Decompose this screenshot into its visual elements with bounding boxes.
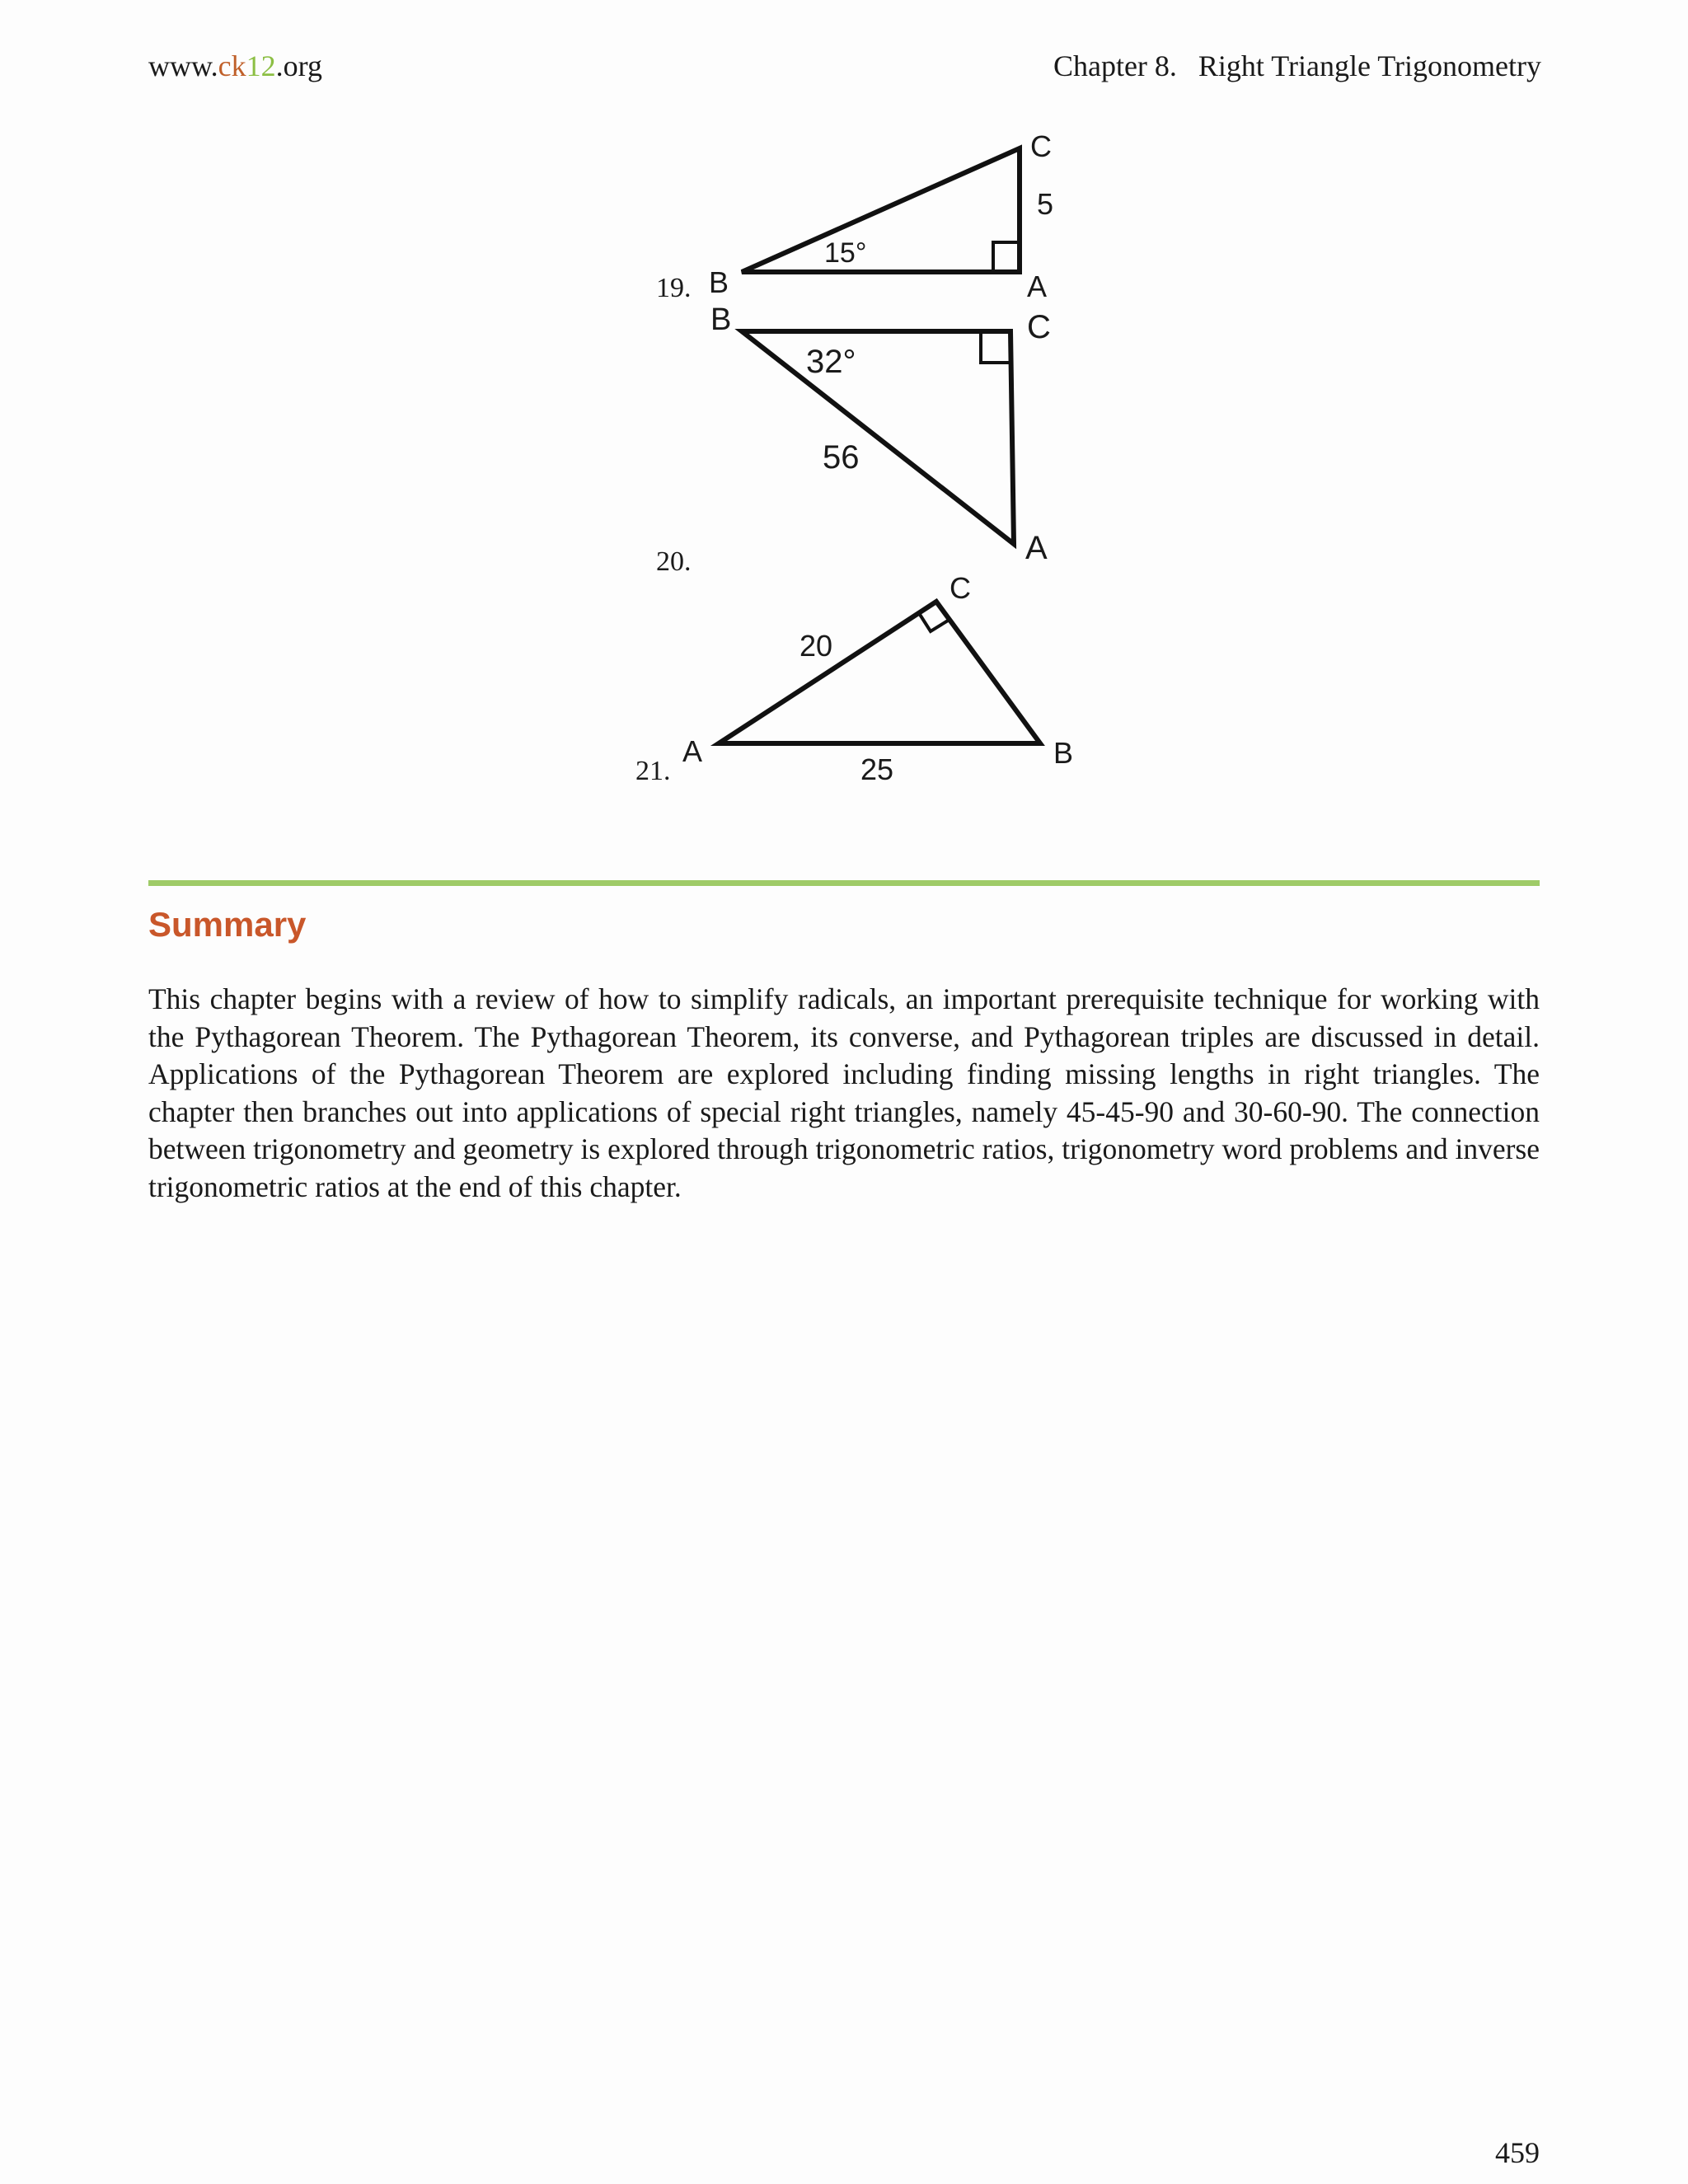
triangle-21-diagram [684,569,1080,799]
vertex-b-20: B [710,302,732,337]
section-divider [148,880,1540,886]
site-url [148,48,322,84]
vertex-a-19: A [1027,269,1048,303]
vertex-c-19: C [1030,129,1052,163]
url-ck: ck [218,49,246,82]
url-12: 12 [246,49,276,82]
right-angle-marker-19 [993,242,1020,272]
triangle-19-diagram [709,124,1071,305]
side-label-ca-19: 5 [1037,187,1054,221]
figure-21-number: 21. [635,756,671,786]
side-label-ba-20: 56 [823,439,860,476]
summary-paragraph: This chapter begins with a review of how to simplify radicals, an important prerequisite technique for working with the Pythagorean Theorem. The Pythagorean Theorem, its converse, and Pythagorean triples are discussed in detail. Applications of the Pythagorean Theorem are explored including finding missing lengths in right triangles. The chapter then branches out into applications of special right triangles, namely 45-45-90 and 30-60-90. The connection between trigonometry and geometry is explored through trigonometric ratios, trigonometry word problems and inverse trigonometric ratios at the end of this chapter. [148,982,1540,1203]
triangle-20-diagram [709,297,1071,577]
angle-label-19: 15° [824,237,867,269]
right-angle-marker-20 [981,331,1010,363]
triangle-20 [742,331,1014,544]
vertex-b-19: B [709,265,729,299]
page-number: 459 [1495,2136,1540,2169]
chapter-heading [1053,48,1541,84]
chapter-title: Right Triangle Trigonometry [1198,49,1541,82]
vertex-b-21: B [1053,736,1074,770]
vertex-a-21: A [682,734,703,768]
summary-heading: Summary [148,905,307,944]
side-label-ac-21: 20 [799,629,833,663]
chapter-number: Chapter 8. [1053,49,1177,82]
vertex-a-20: A [1025,530,1048,566]
side-label-ab-21: 25 [860,752,894,786]
url-prefix: www. [148,49,218,82]
figure-20-number: 20. [656,546,692,577]
figure-19-number: 19. [656,273,692,303]
angle-label-20: 32° [806,344,856,380]
triangle-21 [719,602,1040,743]
vertex-c-21: C [950,571,971,605]
vertex-c-20: C [1027,309,1051,345]
triangle-19 [742,148,1020,272]
url-suffix: .org [275,49,322,82]
right-angle-marker-21 [919,613,948,631]
